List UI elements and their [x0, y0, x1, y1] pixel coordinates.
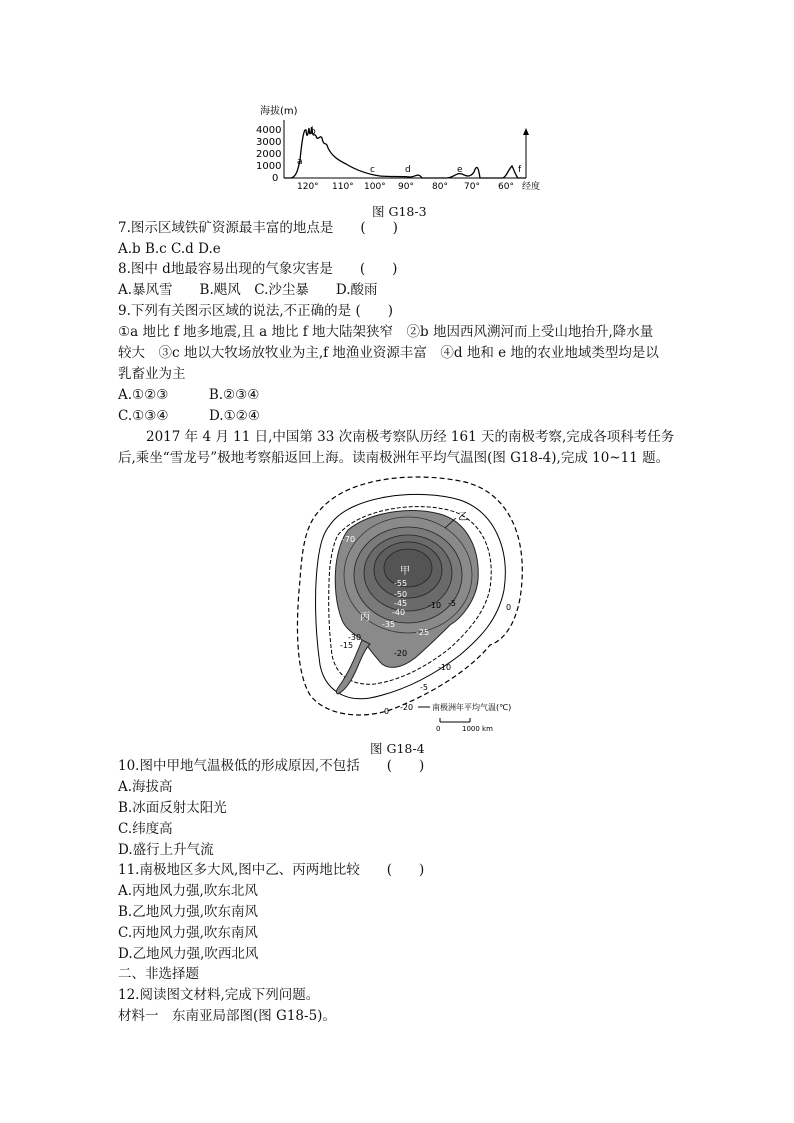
profile-point-d: d	[405, 165, 411, 175]
question-9-statement: 较大 ③c 地以大牧场放牧业为主,f 地渔业资源丰富 ④d 地和 e 地的农业地域类型均是以	[118, 345, 659, 361]
label-jia: 甲	[400, 566, 410, 577]
profile-ytick: 4000	[256, 125, 282, 136]
profile-ytick: 3000	[256, 137, 282, 148]
question-10-option-d: D.盛行上升气流	[118, 842, 214, 858]
profile-xtick: 60°	[498, 182, 514, 192]
isotherm-label: -70	[342, 535, 356, 544]
profile-point-c: c	[370, 165, 375, 175]
isotherm-label: -5	[420, 683, 428, 692]
isotherm-label: -25	[416, 628, 430, 637]
profile-xtick: 120°	[297, 182, 319, 192]
profile-xtick: 100°	[364, 182, 386, 192]
question-7-options: A.b B.c C.d D.e	[118, 241, 221, 257]
label-yi: 乙	[458, 512, 468, 523]
isotherm-label: -10	[438, 663, 452, 672]
legend-value: -20	[400, 703, 414, 712]
question-10-option-c: C.纬度高	[118, 821, 173, 837]
question-10-option-b: B.冰面反射太阳光	[118, 800, 227, 816]
question-11-option-b: B.乙地风力强,吹东南风	[118, 904, 259, 920]
passage-text: 后,乘坐“雪龙号”极地考察船返回上海。读南极洲年平均气温图(图 G18-4),完成 10~11 题。	[118, 450, 670, 466]
profile-ytick: 0	[272, 173, 279, 184]
profile-xlabel: 经度	[522, 182, 541, 192]
question-9-statement: ①a 地比 f 地多地震,且 a 地比 f 地大陆架狭窄 ②b 地因西风溯河而上受山地抬升,降水量	[118, 324, 654, 340]
profile-axis-arrow	[523, 128, 529, 135]
profile-xtick: 90°	[398, 182, 414, 192]
profile-xtick: 70°	[464, 182, 480, 192]
isotherm-label: -50	[394, 590, 408, 599]
section-heading: 二、非选择题	[118, 966, 199, 982]
isotherm-label: -5	[448, 599, 456, 608]
question-8-options: A.暴风雪 B.飓风 C.沙尘暴 D.酸雨	[118, 282, 378, 298]
profile-ytick: 1000	[256, 161, 282, 172]
profile-xtick: 110°	[332, 182, 354, 192]
profile-ytick: 2000	[256, 149, 282, 160]
passage-text: 2017 年 4 月 11 日,中国第 33 次南极考察队历经 161 天的南极考察,完成各项科考任务	[146, 429, 675, 445]
isotherm-label: -15	[340, 641, 354, 650]
isotherm-label: -55	[394, 579, 408, 588]
isotherm-label: -35	[382, 620, 396, 629]
profile-point-b: b	[310, 127, 316, 137]
scale-bar-zero: 0	[436, 725, 441, 732]
profile-point-e: e	[457, 165, 463, 175]
question-9-options: C.①③④ D.①②④	[118, 408, 260, 424]
isotherm-label: -30	[348, 633, 362, 642]
figure-caption-g18-4: 图 G18-4	[370, 741, 425, 756]
question-11-option-c: C.丙地风力强,吹东南风	[118, 925, 258, 941]
question-9-statement: 乳畜业为主	[118, 366, 186, 382]
question-11-stem: 11.南极地区多大风,图中乙、丙两地比较 ( )	[118, 862, 425, 878]
scale-bar-label: 1000 km	[462, 725, 493, 732]
figure-caption-g18-3: 图 G18-3	[372, 204, 427, 219]
question-10-stem: 10.图中甲地气温极低的形成原因,不包括 ( )	[118, 758, 425, 774]
question-9-stem: 9.下列有关图示区域的说法,不正确的是 ( )	[118, 303, 393, 319]
isotherm-label: -45	[394, 599, 408, 608]
isotherm-label: -40	[392, 608, 406, 617]
isotherm-label: -20	[394, 649, 408, 658]
question-9-options: A.①②③ B.②③④	[118, 387, 260, 403]
label-bing: 丙	[360, 612, 370, 623]
legend-title: 南极洲年平均气温(℃)	[432, 703, 512, 712]
question-11-option-d: D.乙地风力强,吹西北风	[118, 946, 259, 962]
isotherm-label: 0	[506, 603, 512, 612]
profile-point-a: a	[297, 157, 303, 167]
question-10-option-a: A.海拔高	[118, 779, 173, 795]
material-1: 材料一 东南亚局部图(图 G18-5)。	[118, 1008, 336, 1024]
isotherm-label: 0	[384, 707, 390, 716]
profile-ylabel: 海拔(m)	[260, 106, 298, 117]
question-8-stem: 8.图中 d地最容易出现的气象灾害是 ( )	[118, 261, 398, 277]
isotherm-label: -10	[428, 601, 442, 610]
antarctica-temperature-map	[290, 470, 530, 732]
question-12-stem: 12.阅读图文材料,完成下列问题。	[118, 987, 320, 1003]
profile-point-f: f	[518, 165, 522, 175]
elevation-profile-figure	[250, 100, 550, 192]
question-7-stem: 7.图示区域铁矿资源最丰富的地点是 ( )	[118, 220, 398, 236]
profile-xtick: 80°	[432, 182, 448, 192]
question-11-option-a: A.丙地风力强,吹东北风	[118, 883, 258, 899]
